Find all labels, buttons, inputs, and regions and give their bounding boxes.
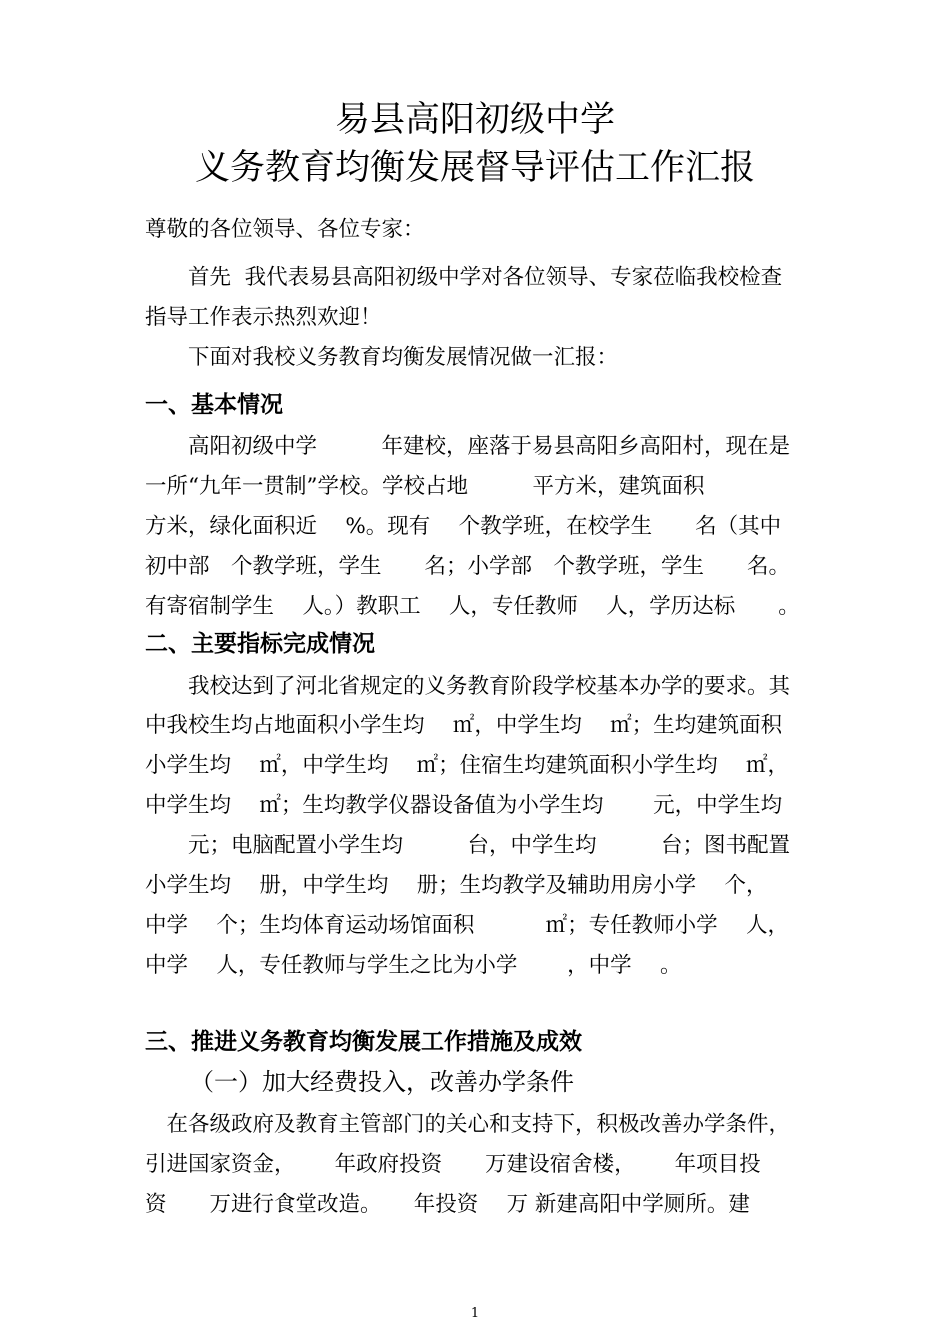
document-title-school: 易县高阳初级中学	[334, 100, 615, 140]
section-heading-indicators: 二、主要指标完成情况	[145, 631, 375, 657]
paragraph-line: 我校达到了河北省规定的义务教育阶段学校基本办学的要求。其	[145, 674, 791, 699]
paragraph-line: 中学 个；生均体育运动场馆面积 ㎡；专任教师小学 人，	[145, 913, 790, 938]
paragraph-line: 中学生均 ㎡；生均教学仪器设备值为小学生均 元，中学生均	[145, 793, 783, 818]
paragraph-line: 小学生均 ㎡，中学生均 ㎡；住宿生均建筑面积小学生均 ㎡，	[145, 753, 790, 778]
paragraph-line: 引进国家资金， 年政府投资 万建设宿舍楼， 年项目投	[145, 1152, 761, 1177]
paragraph-line: 中我校生均占地面积小学生均 ㎡，中学生均 ㎡；生均建筑面积	[145, 713, 783, 738]
paragraph-line: 初中部 个教学班，学生 名；小学部 个教学班，学生 名。	[145, 554, 791, 579]
document-title-report: 义务教育均衡发展督导评估工作汇报	[194, 148, 755, 188]
paragraph-line: 元；电脑配置小学生均 台，中学生均 台；图书配置	[145, 833, 791, 858]
section-heading-measures: 三、推进义务教育均衡发展工作措施及成效	[145, 1029, 582, 1055]
subsection-heading: （一）加大经费投入，改善办学条件	[190, 1068, 574, 1096]
page-number: 1	[470, 1306, 480, 1321]
paragraph-line: 中学 人，专任教师与学生之比为小学 ，中学 。	[145, 953, 682, 978]
intro-line: 下面对我校义务教育均衡发展情况做一汇报：	[145, 345, 619, 370]
paragraph-line: 小学生均 册，中学生均 册；生均教学及辅助用房小学 个，	[145, 873, 768, 898]
intro-line: 首先 我代表易县高阳初级中学对各位领导、专家莅临我校检查	[145, 265, 783, 290]
intro-line: 指导工作表示热烈欢迎！	[145, 305, 382, 330]
paragraph-line: 方米，绿化面积近 %。现有 个教学班，在校学生 名（其中	[145, 514, 782, 539]
paragraph-line: 有寄宿制学生 人。）教职工 人，专任教师 人，学历达标 。	[145, 594, 800, 619]
paragraph-line: 资 万进行食堂改造。 年投资 万 新建高阳中学厕所。建	[145, 1192, 750, 1217]
paragraph-line: 在各级政府及教育主管部门的关心和支持下，积极改善办学条件，	[145, 1112, 791, 1137]
paragraph-line: 高阳初级中学 年建校，座落于易县高阳乡高阳村，现在是	[145, 434, 791, 459]
section-heading-basic: 一、基本情况	[145, 392, 283, 418]
greeting: 尊敬的各位领导、各位专家：	[145, 217, 425, 242]
paragraph-line: 一所“九年一贯制”学校。学校占地 平方米，建筑面积	[145, 474, 705, 499]
